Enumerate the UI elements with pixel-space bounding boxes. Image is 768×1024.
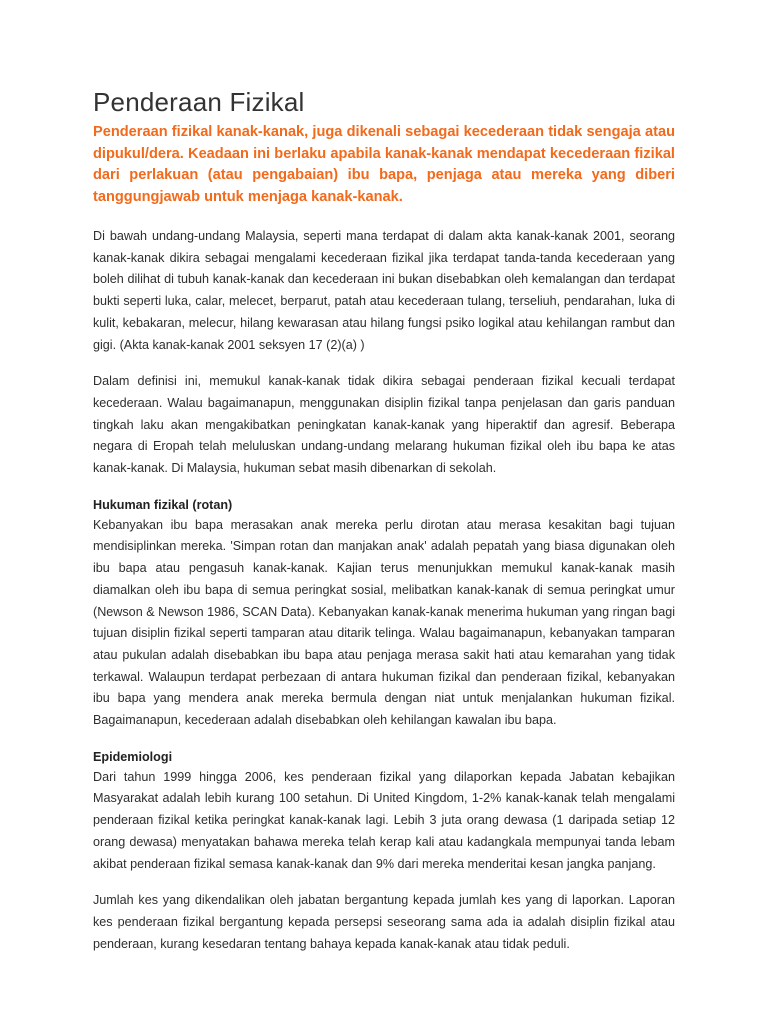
document-page	[93, 86, 675, 970]
page-title: Penderaan Fizikal	[93, 87, 305, 117]
paragraph-case-reporting: Jumlah kes yang dikendalikan oleh jabatan bergantung kepada jumlah kes yang di laporkan. Laporan kes penderaan fizikal bergantung kepada persepsi seseorang sama ada ia adalah disiplin fizikal atau penderaan, kurang kesedaran tentang bahaya kepada kanak-kanak atau tidak peduli.	[93, 893, 675, 951]
section-heading-corporal-punishment: Hukuman fizikal (rotan)	[93, 497, 233, 512]
paragraph-legal-definition: Di bawah undang-undang Malaysia, seperti mana terdapat di dalam akta kanak-kanak 2001, seorang kanak-kanak dikira sebagai mengalami kecederaan fizikal jika terdapat tanda-tanda kecederaan yang boleh dilihat di tubuh kanak-kanak dan kecederaan ini bukan disebabkan oleh kemalangan dan terdapat bukti seperti luka, calar, melecet, berparut, patah atau kecederaan tulang, terseliuh, pendarahan, luka di kulit, kebakaran, melecur, hilang kewarasan atau hilang fungsi psiko logikal atau kehilangan rambut dan gigi. (Akta kanak-kanak 2001 seksyen 17 (2)(a) )	[93, 229, 675, 352]
lead-paragraph: Penderaan fizikal kanak-kanak, juga dikenali sebagai kecederaan tidak sengaja atau dipukul/dera. Keadaan ini berlaku apabila kanak-kanak mendapat kecederaan fizikal dari perlakuan (atau pengabaian) ibu bapa, penjaga atau mereka yang diberi tanggungjawab untuk menjaga kanak-kanak.	[93, 124, 675, 205]
paragraph-corporal-punishment: Kebanyakan ibu bapa merasakan anak mereka perlu dirotan atau merasa kesakitan bagi tujuan mendisiplinkan mereka. 'Simpan rotan dan manjakan anak' adalah pepatah yang biasa digunakan oleh ibu bapa atau pengasuh kanak-kanak. Kajian terus menunjukkan memukul kanak-kanak masih diamalkan oleh ibu bapa di semua peringkat sosial, melibatkan kanak-kanak di semua peringkat umur (Newson & Newson 1986, SCAN Data). Kebanyakan kanak-kanak menerima hukuman yang ringan bagi tujuan disiplin fizikal seperti tamparan atau ditarik telinga. Walau bagaimanapun, kebanyakan tamparan atau pukulan adalah disebabkan ibu bapa atau penjaga merasa sakit hati atau kemarahan yang tidak terkawal. Walaupun terdapat perbezaan di antara hukuman fizikal dan penderaan fizikal, kebanyakan ibu bapa yang mendera anak mereka bermula dengan niat untuk menjalankan hukuman fizikal. Bagaimanapun, kecederaan adalah disebabkan oleh kehilangan kawalan ibu bapa.	[93, 517, 675, 728]
paragraph-definition-note: Dalam definisi ini, memukul kanak-kanak tidak dikira sebagai penderaan fizikal kecuali terdapat kecederaan. Walau bagaimanapun, menggunakan disiplin fizikal tanpa penjelasan dan garis panduan tingkah laku akan mengakibatkan peningkatan kanak-kanak yang hiperaktif dan agresif. Beberapa negara di Eropah telah meluluskan undang-undang melarang hukuman fizikal oleh ibu bapa ke atas kanak-kanak. Di Malaysia, hukuman sebat masih dibenarkan di sekolah.	[93, 374, 675, 476]
paragraph-epidemiology: Dari tahun 1999 hingga 2006, kes penderaan fizikal yang dilaporkan kepada Jabatan kebajikan Masyarakat adalah lebih kurang 100 setahun. Di United Kingdom, 1-2% kanak-kanak telah mengalami penderaan fizikal ketika peringkat kanak-kanak lagi. Lebih 3 juta orang dewasa (1 daripada setiap 12 orang dewasa) menyatakan bahawa mereka telah kerap kali atau kadangkala mempunyai tanda lebam akibat penderaan fizikal semasa kanak-kanak dan 9% dari mereka menderitai kesan jangka panjang.	[93, 769, 675, 871]
section-heading-epidemiology: Epidemiologi	[93, 749, 173, 764]
